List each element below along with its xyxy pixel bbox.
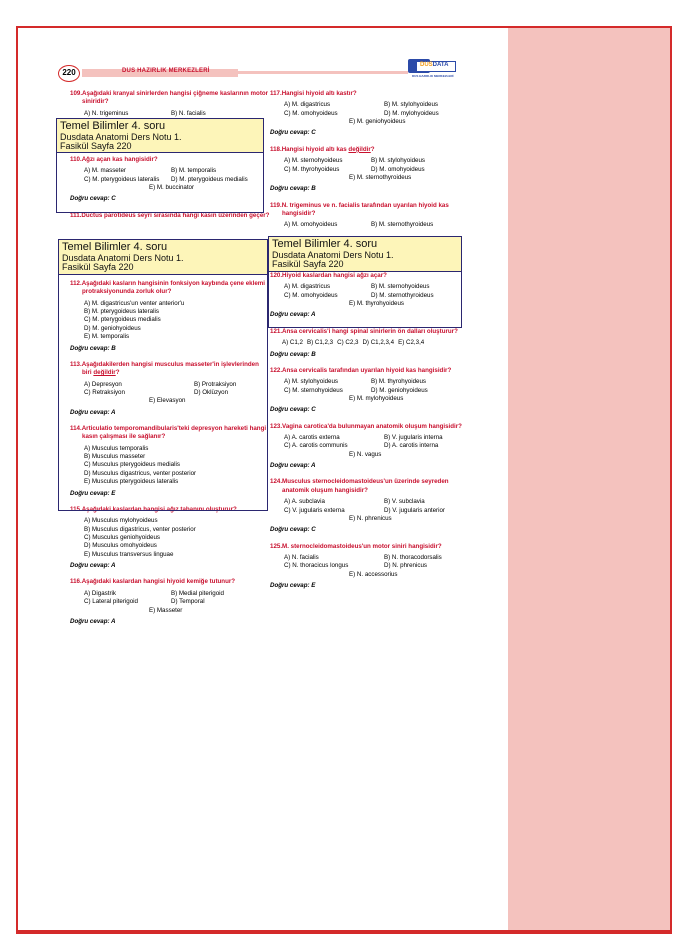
logo-tagline: DUS HAZIRLIK MERKEZLERİ <box>412 74 454 78</box>
answer: Doğru cevap: C <box>270 406 316 414</box>
annotation-note-1: Temel Bilimler 4. soru Dusdata Anatomi Ders Notu 1. Fasikül Sayfa 220 <box>56 118 264 153</box>
header-title: DUS HAZIRLIK MERKEZLERİ <box>122 68 210 74</box>
question-109: 109.Aşağıdaki kranyal sinirlerden hangisi çiğneme kaslarının motor siniridir? A) N. trigeminus B) N. facialis <box>70 90 269 117</box>
answer: Doğru cevap: A <box>270 462 316 470</box>
answer: Doğru cevap: A <box>70 617 116 625</box>
header-line <box>238 71 408 74</box>
left-column <box>70 90 270 118</box>
question-120: 120.Hiyoid kaslardan hangisi ağzı açar? A) M. digastricus B) M. sternohyoideus C) M. omohyoideus D) M. sternothyroideus E) M. thyrohyoideus Doğru cevap: A <box>270 272 462 320</box>
answer: Doğru cevap: C <box>70 195 116 203</box>
page-number: 220 <box>58 65 80 82</box>
dusdata-logo <box>408 59 458 81</box>
answer: Doğru cevap: E <box>270 582 316 590</box>
question-112: 112.Aşağıdaki kasların hangisinin fonksiyon kaybında çene eklemi protraksiyonunda zorluk olur? A) M. digastricus'un venter anterior'u B) M. pterygoideus lateralis C) M. pterygoideus medialis D) M. geniohyoideus E) M. temporalis Doğru cevap: B <box>70 280 270 353</box>
annotation-note-3: Temel Bilimler 4. soru Dusdata Anatomi Ders Notu 1. Fasikül Sayfa 220 <box>268 236 462 272</box>
question-123: 123.Vagina carotica'da bulunmayan anatomik oluşum hangisidir? A) A. carotis externa B) V. jugularis interna C) A. carotis communis D) A. carotis interna E) N. vagus Doğru cevap: A <box>270 422 462 470</box>
bottom-border <box>16 930 672 934</box>
question-121: 121.Ansa cervicalis'i hangi spinal sinirlerin ön dalları oluşturur? A) C1,2 B) C1,2,3 C) C2,3 D) C1,2,3,4 E) C2,3,4 Doğru cevap: B <box>270 328 462 359</box>
answer: Doğru cevap: B <box>70 344 116 352</box>
annotation-outline-112 <box>58 239 268 511</box>
question-125: 125.M. sternocleidomastoideus'un motor siniri hangisidir? A) N. facialis B) N. thoracodorsalis C) N. thoracicus longus D) N. phrenicus E) N. accessorius Doğru cevap: E <box>270 543 462 591</box>
answer: Doğru cevap: C <box>270 129 316 137</box>
answer: Doğru cevap: A <box>270 311 316 319</box>
answer: Doğru cevap: E <box>70 489 116 497</box>
answer: Doğru cevap: B <box>270 185 316 193</box>
question-117: 117.Hangisi hiyoid altı kastır? A) M. digastricus B) M. stylohyoideus C) M. omohyoideus D) M. mylohyoideus E) M. geniohyoideus Doğru cevap: C <box>270 90 462 138</box>
answer: Doğru cevap: C <box>270 526 316 534</box>
question-124: 124.Musculus sternocleidomastoideus'un üzerinde seyreden anatomik oluşum hangisidir? A) A. subclavia B) V. subclavia C) V. jugularis externa D) V. jugularis anterior E) N. phrenicus Doğru cevap: C <box>270 478 462 534</box>
question-114: 114.Articulatio temporomandibularis'teki depresyon hareketi hangi kasın çalışması ile sağlanır? A) Musculus temporalis B) Musculus masseter C) Musculus pterygoideus medialis D) Musculus digastricus, venter posterior E) Musculus pterygoideus lateralis Doğru cevap: E <box>70 425 270 498</box>
answer: Doğru cevap: B <box>270 350 316 358</box>
question-118: 118.Hangisi hiyoid altı kas değildir? A) M. sternohyoideus B) M. stylohyoideus C) M. thyrohyoideus D) M. omohyoideus E) M. sternothyroideus Doğru cevap: B <box>270 146 462 194</box>
right-column <box>270 90 462 230</box>
logo-text-a: DUS <box>420 62 433 68</box>
answer: Doğru cevap: A <box>70 408 116 416</box>
answer: Doğru cevap: A <box>70 562 116 570</box>
question-111: 111.Ductus parotideus seyri sırasında hangi kasın üzerinden geçer? <box>70 211 270 219</box>
question-116: 116.Aşağıdaki kaslardan hangisi hiyoid kemiğe tutunur? A) Digastrik B) Medial piterigoid C) Lateral piterigoid D) Temporal E) Masseter Doğru cevap: A <box>70 578 270 626</box>
question-115: 115.Aşağıdaki kaslardan hangisi ağız tabanını oluşturur? A) Musculus mylohyoideus B) Musculus digastricus, venter posterior C) Musculus geniohyoideus D) Musculus omohyoideus E) Musculus transversus linguae Doğru cevap: A <box>70 506 270 571</box>
question-122: 122.Ansa cervicalis tarafından uyarılan hiyoid kas hangisidir? A) M. stylohyoideus B) M. thyrohyoideus C) M. sternohyoideus D) M. geniohyoideus E) M. mylohyoideus Doğru cevap: C <box>270 367 462 415</box>
question-110: 110.Ağzı açan kas hangisidir? A) M. masseter B) M. temporalis C) M. pterygoideus lateralis D) M. pterygoideus medialis E) M. buccinator Doğru cevap: C <box>70 156 270 204</box>
logo-text-b: DATA <box>432 62 449 68</box>
annotation-note-2: Temel Bilimler 4. soru Dusdata Anatomi Ders Notu 1. Fasikül Sayfa 220 <box>58 239 268 275</box>
pink-margin <box>508 28 672 932</box>
question-119: 119.N. trigeminus ve n. facialis tarafından uyarılan hiyoid kas hangisidir? A) M. omohyoideus B) M. sternothyroideus <box>270 201 449 229</box>
question-113: 113.Aşağıdakilerden hangisi musculus masseter'in işlevlerinden biri değildir? A) Depresyon B) Protraksiyon C) Retraksiyon D) Oklüzyon E) Elevasyon Doğru cevap: A <box>70 361 270 417</box>
page-header <box>58 62 460 81</box>
